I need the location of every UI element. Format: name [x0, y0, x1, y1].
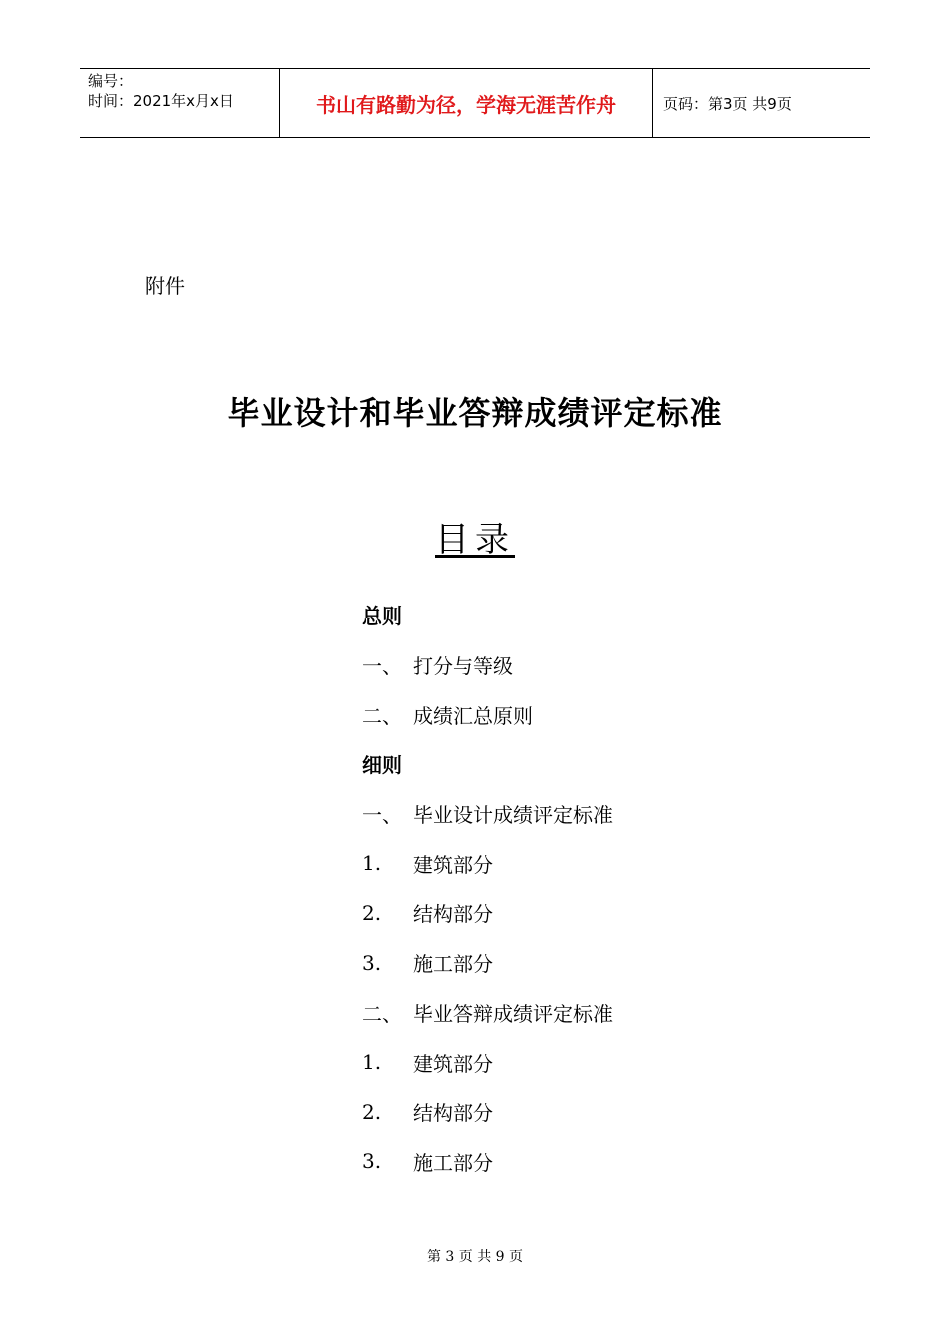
toc-heading-text: 目录 — [435, 520, 515, 560]
attachment-label: 附件 — [145, 274, 185, 298]
toc-item-number: 3. — [362, 950, 382, 975]
toc-item-text: 细则 — [362, 753, 402, 778]
header-page-info: 页码：第3页 共9页 — [663, 94, 792, 113]
code-label: 编号： — [88, 72, 134, 90]
toc-item[interactable] — [362, 838, 613, 888]
toc-item-text: 打分与等级 — [413, 654, 513, 679]
time-label: 时间：2021年x月x日 — [88, 92, 234, 110]
toc-item-text: 成绩汇总原则 — [413, 703, 533, 728]
toc-item-number: 一、 — [362, 654, 402, 679]
toc-item[interactable] — [362, 689, 613, 739]
toc-item-number: 二、 — [362, 703, 402, 728]
toc-item-text: 施工部分 — [413, 952, 493, 977]
toc-item[interactable] — [362, 938, 613, 988]
toc-item-text: 毕业设计成绩评定标准 — [413, 803, 613, 828]
toc-item[interactable] — [362, 590, 613, 640]
document-title: 毕业设计和毕业答辩成绩评定标准 — [227, 394, 723, 432]
toc-item-number: 1. — [362, 1050, 382, 1075]
toc-item-number: 二、 — [362, 1001, 402, 1026]
toc-item-text: 结构部分 — [413, 1101, 493, 1126]
toc-item-text: 毕业答辩成绩评定标准 — [413, 1001, 613, 1026]
toc-item-text: 结构部分 — [413, 902, 493, 927]
toc-item-text: 建筑部分 — [413, 1051, 493, 1076]
toc-item-number: 一、 — [362, 803, 402, 828]
page-header — [80, 68, 870, 138]
toc-item-number: 2. — [362, 1099, 382, 1124]
toc-item-number: 2. — [362, 900, 382, 925]
header-motto: 书山有路勤为径，学海无涯苦作舟 — [280, 69, 653, 137]
header-meta — [80, 69, 280, 137]
toc-item[interactable] — [362, 1037, 613, 1087]
toc-item[interactable] — [362, 988, 613, 1038]
toc-item[interactable] — [362, 1087, 613, 1137]
toc-item-text: 施工部分 — [413, 1150, 493, 1175]
table-of-contents — [362, 590, 613, 1186]
toc-item[interactable] — [362, 640, 613, 690]
toc-item-text: 总则 — [362, 604, 402, 629]
toc-item[interactable] — [362, 1137, 613, 1187]
toc-item-text: 建筑部分 — [413, 852, 493, 877]
toc-item[interactable] — [362, 789, 613, 839]
toc-heading — [0, 512, 950, 561]
toc-item[interactable] — [362, 739, 613, 789]
toc-item-number: 1. — [362, 851, 382, 876]
toc-item-number: 3. — [362, 1149, 382, 1174]
toc-item[interactable] — [362, 888, 613, 938]
page-footer: 第 3 页 共 9 页 — [426, 1249, 524, 1265]
